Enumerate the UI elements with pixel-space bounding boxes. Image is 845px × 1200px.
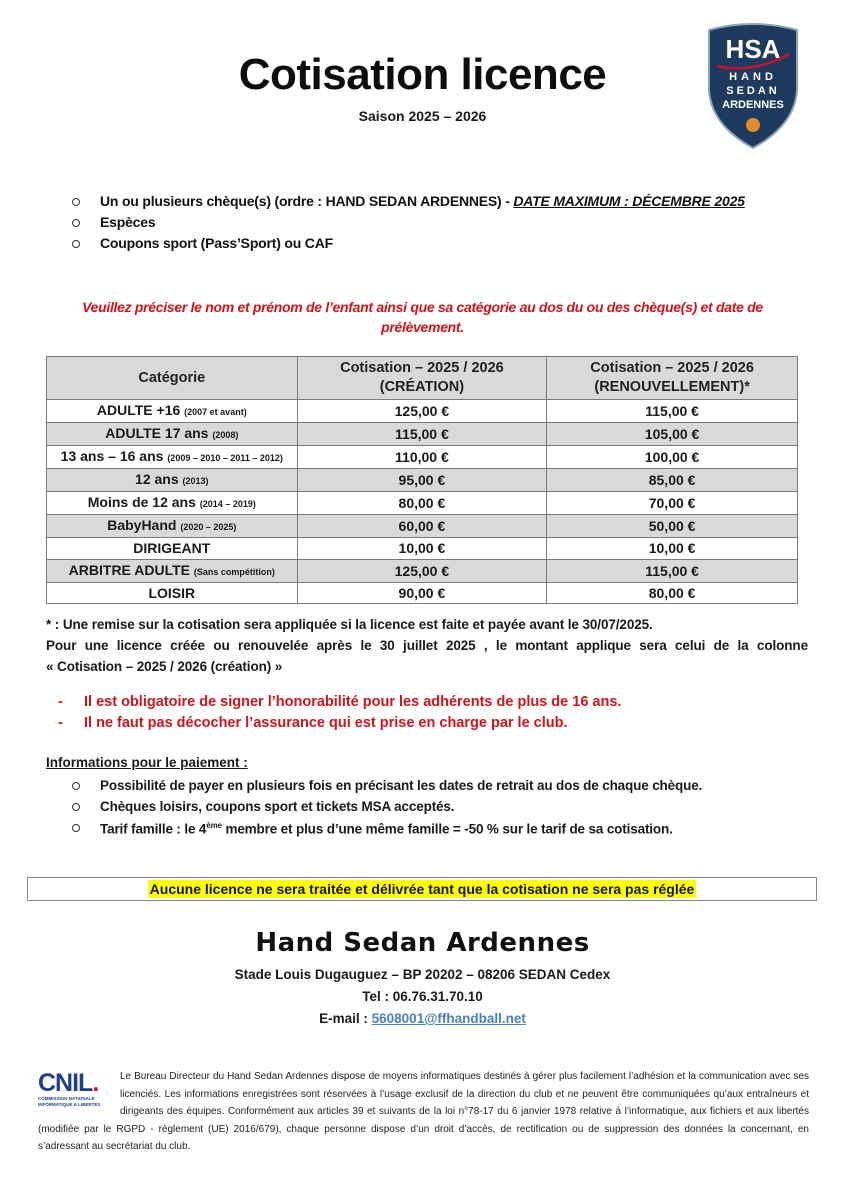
dash-bullet-icon: - [58, 694, 63, 710]
deadline-text: DATE MAXIMUM : DÉCEMBRE 2025 [513, 193, 745, 209]
circle-bullet-icon [72, 240, 80, 248]
category-cell: DIRIGEANT [47, 538, 298, 560]
category-cell: ADULTE 17 ans (2008) [47, 423, 298, 446]
club-name: Hand Sedan Ardennes [255, 928, 590, 958]
payment-methods-list [68, 191, 745, 254]
category-cell: 12 ans (2013) [47, 469, 298, 492]
club-logo [703, 20, 803, 150]
creation-price: 125,00 € [297, 559, 547, 582]
email-link[interactable]: 5608001@ffhandball.net [371, 1011, 526, 1026]
creation-price: 125,00 € [297, 400, 547, 423]
renewal-price: 80,00 € [547, 582, 798, 604]
category-cell: 13 ans – 16 ans (2009 – 2010 – 2011 – 2012) [47, 446, 298, 469]
payment-method-item: Coupons sport (Pass’Sport) ou CAF [68, 233, 745, 254]
club-address: Stade Louis Dugauguez – BP 20202 – 08206 SEDAN Cedex [234, 967, 611, 982]
svg-text:ARDENNES: ARDENNES [722, 99, 784, 111]
circle-bullet-icon [72, 198, 80, 206]
header-renouvellement: Cotisation – 2025 / 2026 (RENOUVELLEMENT)* [547, 357, 798, 400]
svg-text:SEDAN: SEDAN [726, 85, 780, 97]
svg-text:HAND: HAND [729, 71, 777, 83]
circle-bullet-icon [72, 782, 80, 790]
renewal-price: 105,00 € [547, 423, 798, 446]
creation-price: 110,00 € [297, 446, 547, 469]
category-cell: Moins de 12 ans (2014 – 2019) [47, 492, 298, 515]
table-row [47, 582, 798, 604]
cnil-logo: CNIL. COMMISSION NATIONALE INFORMATIQUE & LIBERTÉS [38, 1070, 106, 1108]
club-phone: Tel : 06.76.31.70.10 [362, 989, 483, 1004]
header-creation: Cotisation – 2025 / 2026 (CRÉATION) [297, 357, 547, 400]
renewal-price: 70,00 € [547, 492, 798, 515]
cheque-instruction-note: Veuillez préciser le nom et prénom de l’enfant ainsi que sa catégorie au dos du ou des chèque(s) et date de prélèvement. [82, 299, 763, 335]
mandatory-warnings-list [58, 692, 621, 734]
creation-price: 95,00 € [297, 469, 547, 492]
dash-bullet-icon: - [58, 715, 63, 731]
circle-bullet-icon [72, 803, 80, 811]
category-cell: ADULTE +16 (2007 et avant) [47, 400, 298, 423]
table-header-row [47, 357, 798, 400]
payment-info-item: Possibilité de payer en plusieurs fois en précisant les dates de retrait au dos de chaque chèque. [68, 775, 702, 796]
highlighted-notice-text: Aucune licence ne sera traitée et délivrée tant que la cotisation ne sera pas réglée [149, 881, 695, 897]
creation-price: 10,00 € [297, 538, 547, 560]
category-cell: BabyHand (2020 – 2025) [47, 515, 298, 538]
table-row [47, 423, 798, 446]
renewal-price: 10,00 € [547, 538, 798, 560]
table-row [47, 400, 798, 423]
renewal-price: 115,00 € [547, 400, 798, 423]
warning-item: - Il ne faut pas décocher l’assurance qui est prise en charge par le club. [58, 713, 621, 734]
cnil-legal-notice: Le Bureau Directeur du Hand Sedan Ardennes dispose de moyens informatiques destinés à gérer plus facilement l’adhésion et la communication avec ses licenciés. Les informations enregistrées sont réservées à l’usage exclusif de la direction du club et ne peuvent être communiquées qu’aux entraîneurs et dirigeants des équipes. Conformément aux articles 39 et suivants de la loi n°78-17 du 6 janvier 1978 relative à l’informatique, aux fichiers et aux libertés (modifiée par le RGPD - règlement (UE) 2016/679), chaque personne dispose d’un droit d’accès, de rectification ou de suppression des données la concernant, en s’adressant au secrétariat du club. [38, 1071, 809, 1152]
payment-info-item: Tarif famille : le 4ème membre et plus d’une même famille = -50 % sur le tarif de sa cotisation. [68, 817, 702, 838]
table-row [47, 446, 798, 469]
payment-info-list [68, 775, 702, 838]
club-email: E-mail : 5608001@ffhandball.net [319, 1011, 526, 1026]
table-row [47, 469, 798, 492]
payment-info-title: Informations pour le paiement : [46, 755, 248, 770]
table-row [47, 559, 798, 582]
table-row [47, 515, 798, 538]
cnil-logo-icon: CNIL. [38, 1069, 99, 1097]
season-subtitle: Saison 2025 – 2026 [358, 108, 487, 124]
club-shield-icon [703, 20, 803, 150]
fees-table [46, 356, 798, 604]
creation-price: 90,00 € [297, 582, 547, 604]
renewal-price: 100,00 € [547, 446, 798, 469]
payment-method-item: Espèces [68, 212, 745, 233]
table-row [47, 492, 798, 515]
discount-footnote: * : Une remise sur la cotisation sera appliquée si la licence est faite et payée avant le 30/07/2025. Pour une licence créée ou renouvelée après le 30 juillet 2025 , le montant applique sera celui de la colonne « Cotisation – 2025 / 2026 (création) » [46, 617, 808, 674]
renewal-price: 85,00 € [547, 469, 798, 492]
svg-text:HSA: HSA [725, 34, 781, 64]
payment-method-item: Un ou plusieurs chèque(s) (ordre : HAND SEDAN ARDENNES) - DATE MAXIMUM : DÉCEMBRE 2025 [68, 191, 745, 212]
header-category: Catégorie [47, 357, 298, 400]
table-row [47, 538, 798, 560]
creation-price: 115,00 € [297, 423, 547, 446]
renewal-price: 50,00 € [547, 515, 798, 538]
warning-item: - Il est obligatoire de signer l’honorabilité pour les adhérents de plus de 16 ans. [58, 692, 621, 713]
circle-bullet-icon [72, 219, 80, 227]
payment-info-item: Chèques loisirs, coupons sport et tickets MSA acceptés. [68, 796, 702, 817]
page-title: Cotisation licence [238, 50, 607, 99]
circle-bullet-icon [72, 824, 80, 832]
creation-price: 80,00 € [297, 492, 547, 515]
category-cell: LOISIR [47, 582, 298, 604]
renewal-price: 115,00 € [547, 559, 798, 582]
creation-price: 60,00 € [297, 515, 547, 538]
payment-required-notice [27, 877, 817, 901]
category-cell: ARBITRE ADULTE (Sans compétition) [47, 559, 298, 582]
